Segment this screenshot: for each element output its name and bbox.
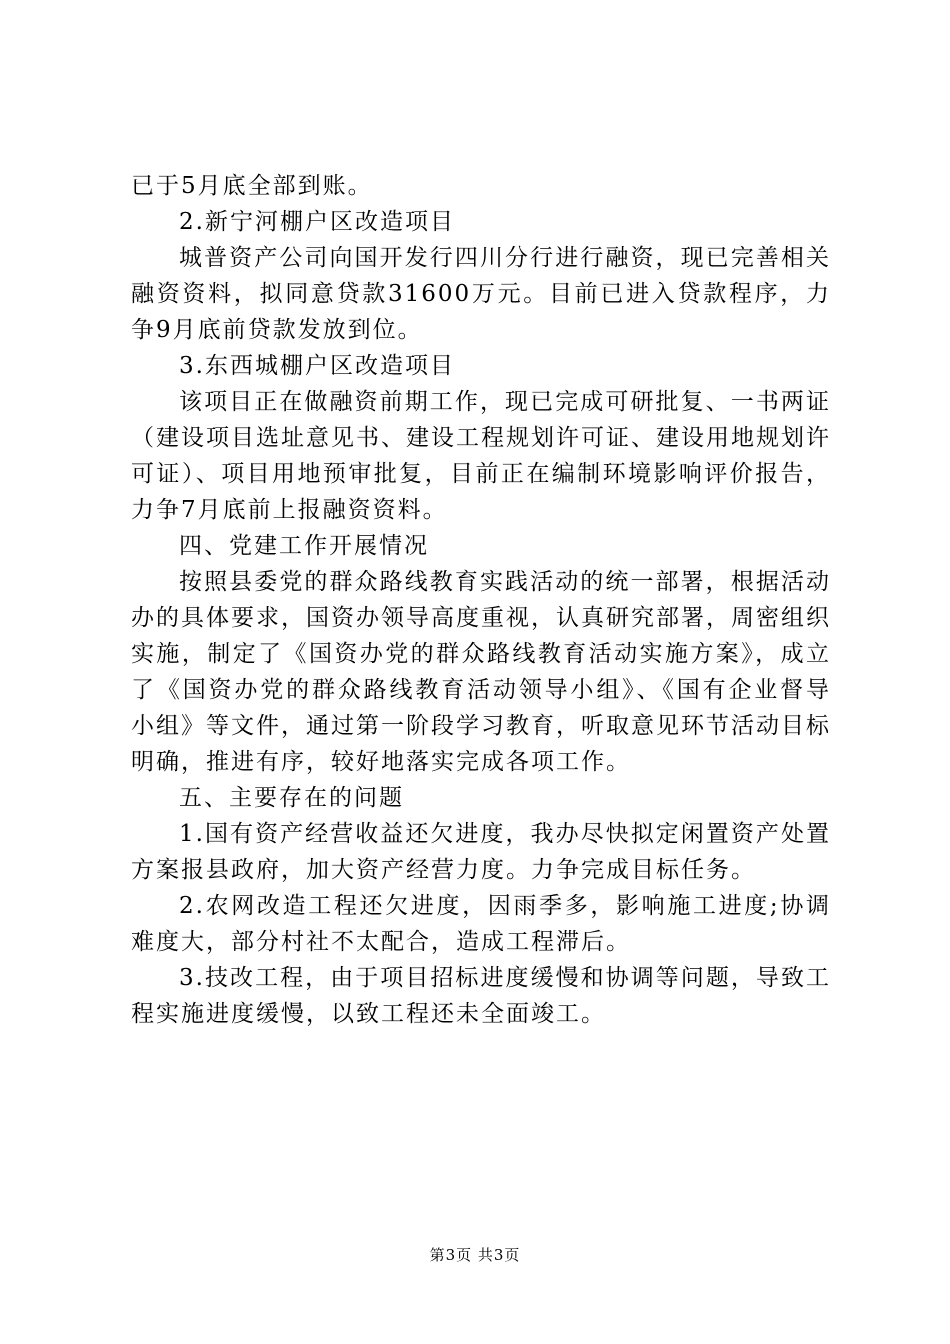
paragraph-item-2: 城普资产公司向国开发行四川分行进行融资，现已完善相关融资资料，拟同意贷款31600万元。目前已进入贷款程序，力争9月底前贷款发放到位。 [131,245,831,343]
document-body [131,168,831,1032]
paragraph-party-building: 按照县委党的群众路线教育实践活动的统一部署，根据活动办的具体要求，国资办领导高度重视，认真研究部署，周密组织实施，制定了《国资办党的群众路线教育活动实施方案》，成立了《国资办党的群众路线教育活动领导小组》、《国有企业督导小组》等文件，通过第一阶段学习教育，听取意见环节活动目标明确，推进有序，较好地落实完成各项工作。 [131,569,831,775]
heading-item-2: 2.新宁河棚户区改造项目 [179,209,455,235]
page-footer [0,1245,950,1265]
paragraph-continuation: 已于5月底全部到账。 [131,173,373,199]
page-number-label: 第3页 共3页 [429,1246,521,1264]
problem-item-3: 3.技改工程，由于项目招标进度缓慢和协调等问题，导致工程实施进度缓慢，以致工程还未全面竣工。 [131,965,831,1027]
problem-item-1: 1.国有资产经营收益还欠进度，我办尽快拟定闲置资产处置方案报县政府，加大资产经营力度。力争完成目标任务。 [131,821,831,883]
heading-item-3: 3.东西城棚户区改造项目 [179,353,455,379]
paragraph-item-3: 该项目正在做融资前期工作，现已完成可研批复、一书两证（建设项目选址意见书、建设工程规划许可证、建设用地规划许可证）、项目用地预审批复，目前正在编制环境影响评价报告，力争7月底前上报融资资料。 [131,389,831,523]
problem-item-2: 2.农网改造工程还欠进度，因雨季多，影响施工进度;协调难度大，部分村社不太配合，造成工程滞后。 [131,893,831,955]
section-heading-problems: 五、主要存在的问题 [179,785,404,811]
section-heading-party-building: 四、党建工作开展情况 [179,533,429,559]
